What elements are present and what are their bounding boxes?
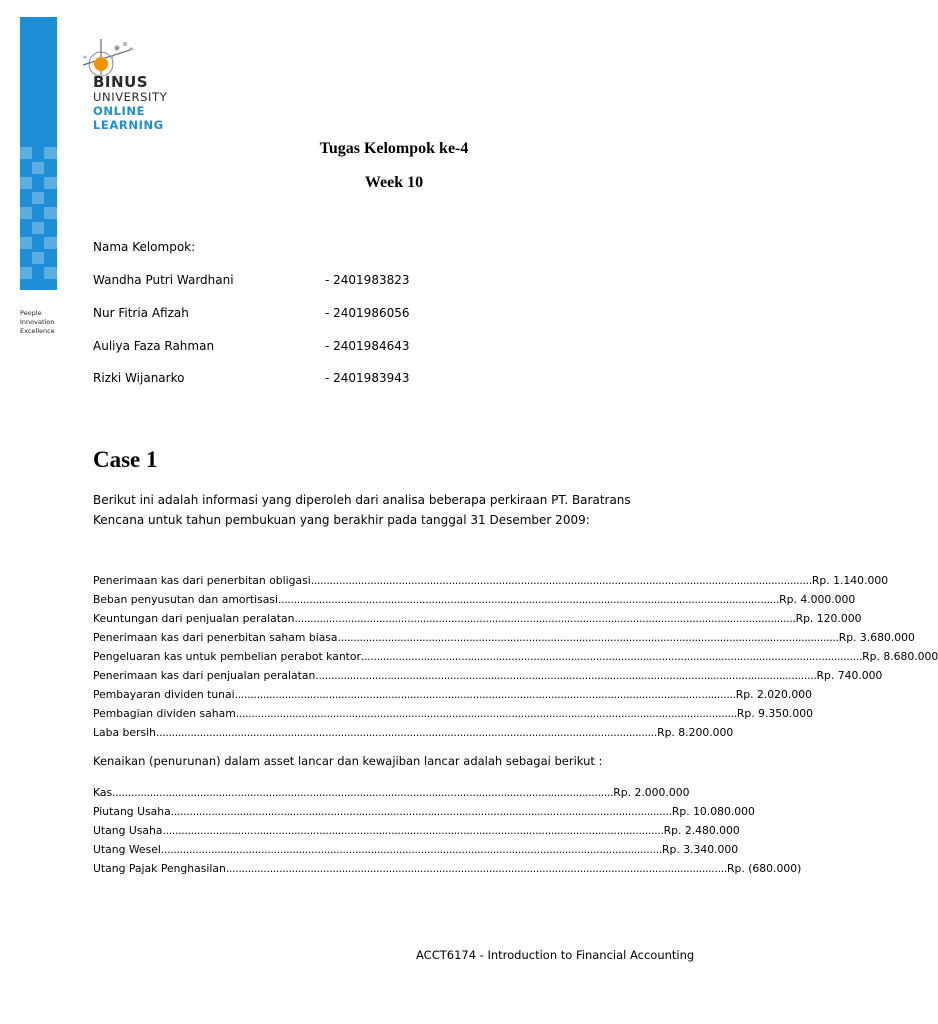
leader-dots: ................................................................................................................................................................ — [155, 726, 658, 739]
leader-dots: ................................................................................................................................................................ — [170, 805, 672, 818]
logo-online-text: ONLINE — [93, 104, 146, 118]
item-label: Pembagian dividen saham — [93, 707, 236, 720]
list-item — [93, 862, 802, 878]
item-amount: Rp. 8.680.000 — [862, 650, 938, 663]
list-item — [93, 843, 739, 859]
leader-dots: ................................................................................................................................................................ — [162, 824, 664, 837]
list-item — [93, 612, 862, 628]
item-label: Pengeluaran kas untuk pembelian perabot kantor — [93, 650, 361, 663]
item-amount: Rp. 3.680.000 — [838, 631, 915, 644]
document-title: Tugas Kelompok ke-4 — [319, 140, 469, 157]
leader-dots: ................................................................................................................................................................ — [360, 650, 863, 663]
group-label: Nama Kelompok: — [93, 240, 196, 254]
item-amount: Rp. 2.020.000 — [735, 688, 812, 701]
item-amount: Rp. 3.340.000 — [661, 843, 739, 856]
page-footer: ACCT6174 - Introduction to Financial Accounting — [416, 948, 695, 962]
item-label: Penerimaan kas dari penjualan peralatan — [93, 669, 316, 682]
leader-dots: ................................................................................................................................................................ — [294, 612, 796, 625]
member-nim: - 2401983823 — [325, 273, 410, 287]
item-label: Utang Pajak Penghasilan — [93, 862, 226, 875]
list-item — [93, 707, 814, 723]
list-item — [93, 593, 856, 609]
member-nim: - 2401986056 — [325, 306, 410, 320]
item-amount: Rp. (680.000) — [726, 862, 802, 875]
list-item — [93, 824, 740, 840]
list-item — [93, 805, 755, 821]
item-amount: Rp. 740.000 — [816, 669, 883, 682]
member-name: Nur Fitria Afizah — [93, 306, 189, 320]
tagline-line: Excellence — [20, 327, 55, 335]
item-label: Penerimaan kas dari penerbitan obligasi — [93, 574, 311, 587]
item-amount: Rp. 2.000.000 — [613, 786, 690, 799]
leader-dots: ................................................................................................................................................................ — [235, 707, 737, 720]
member-nim: - 2401983943 — [325, 371, 410, 385]
list-item — [93, 786, 690, 802]
leader-dots: ................................................................................................................................................................ — [337, 631, 839, 644]
list-item — [93, 688, 812, 704]
item-amount: Rp. 8.200.000 — [657, 726, 734, 739]
item-label: Penerimaan kas dari penerbitan saham biasa — [93, 631, 338, 644]
week-title: Week 10 — [364, 174, 424, 191]
logo-university-text: UNIVERSITY — [93, 90, 168, 104]
tagline-line: Innovation — [20, 318, 55, 326]
case-intro-paragraph: Berikut ini adalah informasi yang diperoleh dari analisa beberapa perkiraan PT. Baratrans Kencana untuk tahun pembukuan yang berakhir pada tanggal 31 Desember 2009: — [93, 493, 631, 527]
leader-dots: ................................................................................................................................................................ — [225, 862, 727, 875]
tagline-line: People — [20, 309, 42, 317]
item-amount: Rp. 4.000.000 — [779, 593, 856, 606]
item-amount: Rp. 2.480.000 — [663, 824, 740, 837]
leader-dots: ................................................................................................................................................................ — [234, 688, 736, 701]
list-item — [93, 726, 734, 742]
member-name: Wandha Putri Wardhani — [93, 273, 234, 287]
item-amount: Rp. 10.080.000 — [671, 805, 755, 818]
list-item — [93, 669, 883, 685]
tagline — [20, 309, 55, 336]
item-label: Piutang Usaha — [93, 805, 171, 818]
item-label: Utang Usaha — [93, 824, 163, 837]
leader-dots: ................................................................................................................................................................ — [315, 669, 817, 682]
logo-binus-text: BINUS — [93, 73, 149, 91]
item-label: Beban penyusutan dan amortisasi — [93, 593, 278, 606]
item-label: Utang Wesel — [93, 843, 161, 856]
changes-intro: Kenaikan (penurunan) dalam asset lancar dan kewajiban lancar adalah sebagai berikut : — [93, 754, 603, 768]
item-label: Kas — [93, 786, 113, 799]
member-name: Rizki Wijanarko — [93, 371, 185, 385]
logo-learning-text: LEARNING — [93, 118, 164, 132]
member-name: Auliya Faza Rahman — [93, 339, 215, 353]
case-heading: Case 1 — [93, 447, 158, 472]
member-nim: - 2401984643 — [325, 339, 410, 353]
item-amount: Rp. 9.350.000 — [736, 707, 814, 720]
leader-dots: ................................................................................................................................................................ — [310, 574, 812, 587]
list-item — [93, 650, 938, 666]
item-label: Laba bersih — [93, 726, 156, 739]
item-amount: Rp. 1.140.000 — [811, 574, 889, 587]
list-item — [93, 574, 889, 590]
leader-dots: ................................................................................................................................................................ — [160, 843, 662, 856]
leader-dots: ................................................................................................................................................................ — [112, 786, 614, 799]
item-label: Pembayaran dividen tunai — [93, 688, 235, 701]
leader-dots: ................................................................................................................................................................ — [277, 593, 780, 606]
item-label: Keuntungan dari penjualan peralatan — [93, 612, 295, 625]
item-amount: Rp. 120.000 — [795, 612, 862, 625]
list-item — [93, 631, 915, 647]
